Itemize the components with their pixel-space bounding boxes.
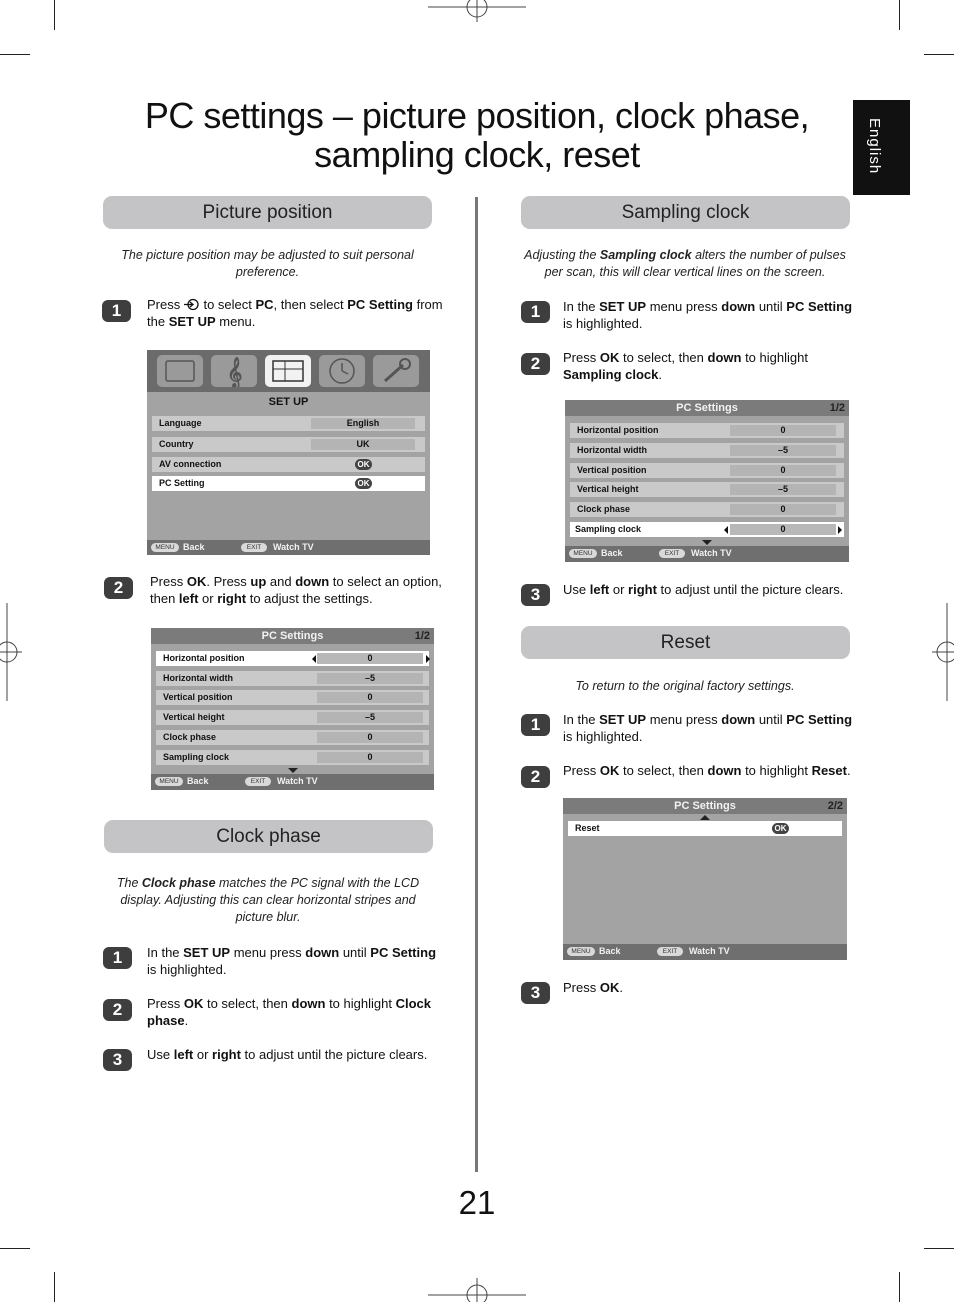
left-arrow-icon	[312, 655, 316, 663]
crop-mark	[924, 1248, 954, 1249]
intro-picture-position: The picture position may be adjusted to suit personal preference.	[121, 248, 414, 279]
menu-row-clock-phase[interactable]: Clock phase 0	[570, 502, 844, 517]
pc-settings-screen-horizontal-position	[151, 628, 434, 790]
svg-text:𝄞: 𝄞	[227, 358, 243, 387]
exit-key-icon: EXIT	[241, 543, 267, 552]
scroll-up-icon	[700, 815, 710, 820]
step-text-sampling-clock-2: Press OK to select, then down to highlight Sampling clock.	[563, 350, 808, 382]
section-heading-sampling-clock: Sampling clock	[521, 196, 850, 229]
menu-row-vertical-height[interactable]: Vertical height –5	[156, 710, 429, 725]
intro-reset: To return to the original factory settings.	[575, 679, 795, 693]
screen-header: PC Settings 1/2	[565, 400, 849, 416]
menu-row-horizontal-position[interactable]: Horizontal position 0	[570, 423, 844, 438]
section-heading-reset: Reset	[521, 626, 850, 659]
menu-row-reset[interactable]: Reset OK	[568, 821, 842, 836]
crop-mark	[924, 54, 954, 55]
crop-mark	[0, 54, 30, 55]
screen-footer: MENU Back EXIT Watch TV	[147, 540, 430, 555]
step-number: 3	[521, 584, 550, 606]
left-arrow-icon	[724, 526, 728, 534]
page-title-line1: PC settings – picture position, clock phase,	[144, 95, 810, 136]
registration-mark-right	[932, 603, 954, 701]
pc-settings-screen-reset	[563, 798, 847, 960]
language-tab-label: English	[866, 118, 883, 175]
right-arrow-icon	[838, 526, 842, 534]
crop-mark	[899, 0, 900, 30]
ok-button-icon: OK	[355, 459, 372, 470]
column-divider	[475, 197, 478, 1172]
page-number: 21	[458, 1184, 496, 1221]
step-number: 1	[103, 947, 132, 969]
screen-footer: MENU Back EXIT Watch TV	[563, 944, 847, 960]
menu-row-sampling-clock[interactable]: Sampling clock 0	[570, 522, 844, 537]
clock-icon	[319, 355, 365, 387]
exit-key-icon: EXIT	[659, 549, 685, 558]
step-text-sampling-clock-1: In the SET UP menu press down until PC Setting is highlighted.	[563, 299, 853, 331]
intro-clock-phase: The Clock phase matches the PC signal with the LCD display. Adjusting this can clear horizontal stripes and picture blur.	[116, 876, 420, 924]
step-text-clock-phase-1: In the SET UP menu press down until PC Setting is highlighted.	[147, 945, 437, 977]
input-source-icon	[184, 298, 200, 311]
menu-row-vertical-height[interactable]: Vertical height –5	[570, 482, 844, 497]
step-text-clock-phase-2: Press OK to select, then down to highlight Clock phase.	[147, 996, 431, 1028]
page-title	[100, 96, 854, 174]
crop-mark	[0, 1248, 30, 1249]
step-text-clock-phase-3: Use left or right to adjust until the picture clears.	[147, 1047, 428, 1062]
screen-header: PC Settings 1/2	[151, 628, 434, 644]
registration-mark-left	[0, 603, 22, 701]
step-number: 2	[521, 353, 550, 375]
page-title-line2: sampling clock, reset	[314, 134, 640, 175]
setup-icon	[265, 355, 311, 387]
menu-row-pc-setting[interactable]: PC Setting OK	[152, 476, 425, 491]
menu-row-horizontal-width[interactable]: Horizontal width –5	[570, 443, 844, 458]
screen-footer: MENU Back EXIT Watch TV	[151, 774, 434, 790]
pc-settings-screen-sampling-clock	[565, 400, 849, 562]
right-arrow-icon	[426, 655, 430, 663]
menu-row-clock-phase[interactable]: Clock phase 0	[156, 730, 429, 745]
tv-icon	[157, 355, 203, 387]
step-text-reset-3: Press OK.	[563, 980, 623, 995]
section-heading-picture-position: Picture position	[103, 196, 432, 229]
crop-mark	[54, 1272, 55, 1302]
step-number: 3	[521, 982, 550, 1004]
menu-key-icon: MENU	[569, 549, 597, 558]
ok-button-icon: OK	[772, 823, 789, 834]
crop-mark	[899, 1272, 900, 1302]
exit-key-icon: EXIT	[245, 777, 271, 786]
menu-row-vertical-position[interactable]: Vertical position 0	[570, 463, 844, 478]
registration-mark-bottom	[428, 1278, 526, 1302]
step-number: 1	[521, 301, 550, 323]
scroll-down-icon	[288, 768, 298, 773]
menu-key-icon: MENU	[151, 543, 179, 552]
step-text-sampling-clock-3: Use left or right to adjust until the picture clears.	[563, 582, 844, 597]
setup-menu-screen	[147, 350, 430, 555]
menu-row-av-connection[interactable]: AV connection OK	[152, 457, 425, 472]
menu-row-language[interactable]: Language English	[152, 416, 425, 431]
language-tab	[853, 100, 910, 195]
section-heading-clock-phase: Clock phase	[104, 820, 433, 853]
registration-mark-top	[428, 0, 526, 22]
setup-menu-title: SET UP	[268, 396, 309, 408]
intro-sampling-clock: Adjusting the Sampling clock alters the number of pulses per scan, this will clear vertical lines on the screen.	[524, 248, 846, 279]
step-text-picture-position-1: Press to select PC, then select PC Setting from the SET UP menu.	[147, 297, 443, 329]
ok-button-icon: OK	[355, 478, 372, 489]
menu-row-country[interactable]: Country UK	[152, 437, 425, 452]
step-text-reset-1: In the SET UP menu press down until PC Setting is highlighted.	[563, 712, 853, 744]
step-number: 2	[104, 577, 133, 599]
step-number: 1	[102, 300, 131, 322]
screen-header: PC Settings 2/2	[563, 798, 847, 814]
wrench-icon	[373, 355, 419, 387]
step-number: 2	[521, 766, 550, 788]
menu-row-sampling-clock[interactable]: Sampling clock 0	[156, 750, 429, 765]
menu-row-horizontal-width[interactable]: Horizontal width –5	[156, 671, 429, 686]
step-number: 2	[103, 999, 132, 1021]
menu-row-vertical-position[interactable]: Vertical position 0	[156, 690, 429, 705]
menu-row-horizontal-position[interactable]: Horizontal position 0	[156, 651, 429, 666]
step-number: 1	[521, 714, 550, 736]
step-text-reset-2: Press OK to select, then down to highlight Reset.	[563, 763, 851, 778]
exit-key-icon: EXIT	[657, 947, 683, 956]
menu-key-icon: MENU	[155, 777, 183, 786]
step-text-picture-position-2: Press OK. Press up and down to select an option, then left or right to adjust the settings.	[150, 574, 442, 606]
scroll-down-icon	[702, 540, 712, 545]
music-note-icon	[211, 355, 257, 387]
screen-footer: MENU Back EXIT Watch TV	[565, 546, 849, 562]
step-number: 3	[103, 1049, 132, 1071]
menu-key-icon: MENU	[567, 947, 595, 956]
setup-icon-bar	[147, 350, 430, 392]
crop-mark	[54, 0, 55, 30]
